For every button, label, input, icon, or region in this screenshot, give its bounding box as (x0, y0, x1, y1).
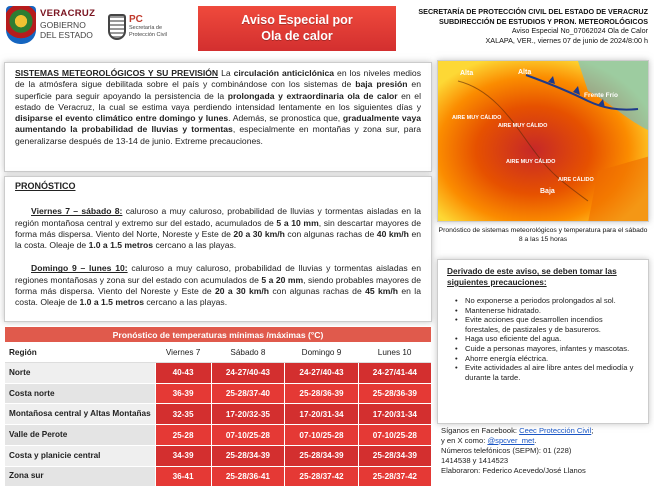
temp-value: 24-27/40-43 (211, 363, 285, 384)
veracruz-logo (6, 6, 121, 46)
forecast-day-2-label: Domingo 9 – lunes 10: (31, 263, 128, 274)
forecast-day-1 (15, 206, 421, 251)
intro-text: en superficie para seguir apoyando la persistencia de la (15, 79, 421, 101)
intro-bold: circulación anticiclónica (233, 68, 335, 78)
temp-value: 25-28/36-39 (285, 383, 359, 404)
forecast-bold: 5 a 10 mm (276, 217, 319, 228)
forecast-text: en la costa. Oleaje de (15, 286, 421, 308)
intro-text: en los niveles medios de la atmósfera sigue debilitada sobre el país y combinándose con los sistemas de (15, 68, 421, 90)
agency-line-1: SECRETARÍA DE PROTECCIÓN CIVIL DEL ESTADO DE VERACRUZ (418, 7, 648, 16)
region-name: Norte (5, 363, 155, 384)
agency-line-4: XALAPA, VER., viernes 07 de junio de 2024/8:00 h (485, 35, 648, 45)
footer-text: Síganos en Facebook: (441, 426, 520, 435)
map-label: AIRE MUY CÁLIDO (498, 123, 548, 129)
map-label: Baja (540, 188, 555, 195)
region-name: Valle de Perote (5, 425, 155, 446)
table-row (5, 425, 431, 446)
temp-value: 07-10/25-28 (211, 425, 285, 446)
agency-line-2: SUBDIRECCIÓN DE ESTUDIOS Y PRON. METEOROLÓGICOS (439, 16, 648, 26)
veracruz-shield-icon (6, 6, 36, 44)
intro-text: , especialmente en montañas y zona sur, para generalizarse después de 13-14 de junio. Extreme precauciones. (15, 124, 421, 146)
logo-state-sub: GOBIERNO DEL ESTADO (40, 20, 93, 40)
intro-bold: disiparse el evento climático entre domingo y lunes (15, 113, 229, 124)
region-name: Costa norte (5, 383, 155, 404)
temp-value: 17-20/32-35 (211, 404, 285, 425)
intro-title: SISTEMAS METEOROLÓGICOS Y SU PREVISIÓN (15, 68, 219, 78)
weather-map-graphic (438, 61, 649, 222)
temp-value: 25-28 (155, 425, 211, 446)
map-label: AIRE MUY CÁLIDO (452, 115, 502, 121)
temp-value: 40-43 (155, 363, 211, 384)
temp-value: 32-35 (155, 404, 211, 425)
temp-value: 25-28/36-39 (358, 383, 431, 404)
banner-line-1: Aviso Especial por (241, 13, 353, 27)
forecast-bold: 45 km/h (365, 286, 399, 297)
x-link[interactable]: @spcver_met (487, 436, 535, 445)
temp-value: 17-20/31-34 (358, 404, 431, 425)
forecast-bold: 20 a 30 km/h (215, 286, 270, 297)
temp-value: 25-28/34-39 (285, 445, 359, 466)
temp-value: 25-28/34-39 (211, 445, 285, 466)
forecast-bold: 1.0 a 1.5 metros (79, 297, 144, 308)
temp-value: 07-10/25-28 (358, 425, 431, 446)
footer-authors: Elaboraron: Federico Acevedo/José Llanos (441, 466, 586, 475)
alert-banner (198, 6, 396, 51)
forecast-text: , sin descartar mayores de forma más dispersa. Viento del Norte, Noreste y Este de (15, 217, 421, 239)
contact-footer (437, 426, 649, 476)
forecast-text: caluroso a muy caluroso, probabilidad de lluvias y tormentas aisladas en la región montañosa central y extremo sur del estado, acumulados de (15, 206, 421, 228)
forecast-text: cercano a las playas. (144, 297, 228, 308)
map-label: AIRE MUY CÁLIDO (506, 159, 556, 165)
temp-value: 24-27/40-43 (285, 363, 359, 384)
precaution-item: • Mantenerse hidratado. (455, 306, 639, 316)
region-name: Zona sur (5, 466, 155, 486)
forecast-box (4, 176, 432, 322)
logo-pc-text: PC (129, 14, 143, 25)
intro-bold: prolongada y extraordinaria ola de calor (227, 90, 398, 101)
temp-value: 25-28/37-42 (285, 466, 359, 486)
precautions-title: Derivado de este aviso, se deben tomar las siguientes precauciones: (447, 266, 617, 287)
table-row (5, 404, 431, 425)
footer-text: y en X como: (441, 436, 488, 445)
table-row (5, 466, 431, 486)
temp-value: 25-28/37-40 (211, 383, 285, 404)
footer-phones: Números telefónicos (SEPM): 01 (228) (441, 446, 572, 455)
day-header: Lunes 10 (358, 343, 431, 363)
pc-emblem-icon (108, 14, 126, 40)
precaution-item: • Cuide a personas mayores, infantes y mascotas. (455, 344, 639, 354)
forecast-bold: 5 a 20 mm (261, 274, 304, 285)
precaution-item: • Haga uso eficiente del agua. (455, 334, 639, 344)
forecast-day-1-label: Viernes 7 – sábado 8: (31, 206, 123, 217)
table-row (5, 445, 431, 466)
forecast-text: caluroso a muy caluroso, probabilidad de lluvias y tormentas aisladas en regiones montañosas y zona sur del estado con acumulados de (15, 263, 421, 285)
temp-value: 36-39 (155, 383, 211, 404)
temp-value: 25-28/36-41 (211, 466, 285, 486)
intro-bold: gradualmente vaya aumentando la probabilidad de lluvias y tormentas (15, 113, 422, 135)
precaution-item: • No exponerse a periodos prolongados al sol. (455, 296, 639, 306)
temp-value: 17-20/31-34 (285, 404, 359, 425)
precaution-item: • Evite acciones que desarrollen incendios forestales, de pastizales y de basureros. (455, 315, 639, 334)
temp-value: 07-10/25-28 (285, 425, 359, 446)
forecast-text: con algunas rachas de (269, 286, 366, 297)
day-header: Sábado 8 (211, 343, 285, 363)
precautions-box (437, 259, 649, 424)
forecast-title: PRONÓSTICO (15, 181, 76, 191)
meteorological-systems-box (4, 62, 432, 172)
temperature-table-header (5, 343, 431, 363)
map-label: Alta (518, 69, 532, 76)
forecast-text: cercano a las playas. (153, 240, 237, 251)
temp-value: 24-27/41-44 (358, 363, 431, 384)
weather-map (437, 60, 649, 222)
table-row (5, 383, 431, 404)
logo-pc-sub: Secretaría de Protección Civil (129, 25, 167, 38)
forecast-bold: 20 a 30 km/h (233, 228, 285, 239)
forecast-text: , siendo probables mayores de forma más dispersa. Viento del Noreste y Este de (15, 274, 421, 297)
precautions-list (447, 296, 639, 382)
region-name: Costa y planicie central (5, 445, 155, 466)
precaution-item: • Evite actividades al aire libre antes del mediodía y durante la tarde. (455, 363, 639, 382)
facebook-link[interactable]: Ceec Protección Civil (519, 426, 592, 435)
proteccion-civil-logo (108, 14, 188, 44)
intro-text: . Además, se pronostica que, (228, 113, 343, 124)
intro-text: en el estado de Veracruz, la cual se estima vaya perdiendo intensidad lentamente en los siguientes días y (15, 90, 421, 112)
footer-text: . (534, 436, 537, 445)
map-label: Alta (460, 70, 474, 77)
forecast-bold: 1.0 a 1.5 metros (88, 240, 154, 251)
temp-value: 34-39 (155, 445, 211, 466)
footer-x (441, 436, 649, 446)
table-row (5, 363, 431, 384)
temp-value: 36-41 (155, 466, 211, 486)
forecast-day-2 (15, 263, 421, 308)
intro-bold: baja presión (355, 79, 408, 90)
temperature-table-caption: Pronóstico de temperaturas mínimas /máximas (°C) (5, 327, 431, 343)
temp-value: 25-28/34-39 (358, 445, 431, 466)
agency-header (403, 7, 648, 45)
footer-phones-2: 1414538 y 1414523 (441, 456, 509, 465)
region-header: Región (5, 343, 155, 363)
intro-text: La (218, 68, 234, 78)
map-caption: Pronóstico de sistemas meteorológicos y temperatura para el sábado 8 a las 15 horas (438, 227, 648, 243)
map-label: Frente Frío (584, 92, 618, 99)
temperature-table (5, 326, 431, 486)
day-header: Viernes 7 (155, 343, 211, 363)
logo-state-name: VERACRUZ (40, 8, 96, 19)
precaution-item: • Ahorre energía eléctrica. (455, 354, 639, 364)
forecast-bold: 40 km/h (376, 228, 409, 239)
footer-text: ; (591, 426, 594, 435)
agency-line-3: Aviso Especial No_07062024 Ola de Calor (511, 26, 648, 36)
region-name: Montañosa central y Altas Montañas (5, 404, 155, 425)
map-label: AIRE CÁLIDO (558, 177, 594, 183)
forecast-text: con algunas rachas de (284, 228, 377, 239)
day-header: Domingo 9 (285, 343, 359, 363)
footer-facebook (441, 426, 649, 436)
forecast-text: en la costa. Oleaje de (15, 228, 422, 251)
banner-line-2: Ola de calor (261, 29, 333, 43)
temp-value: 25-28/37-42 (358, 466, 431, 486)
